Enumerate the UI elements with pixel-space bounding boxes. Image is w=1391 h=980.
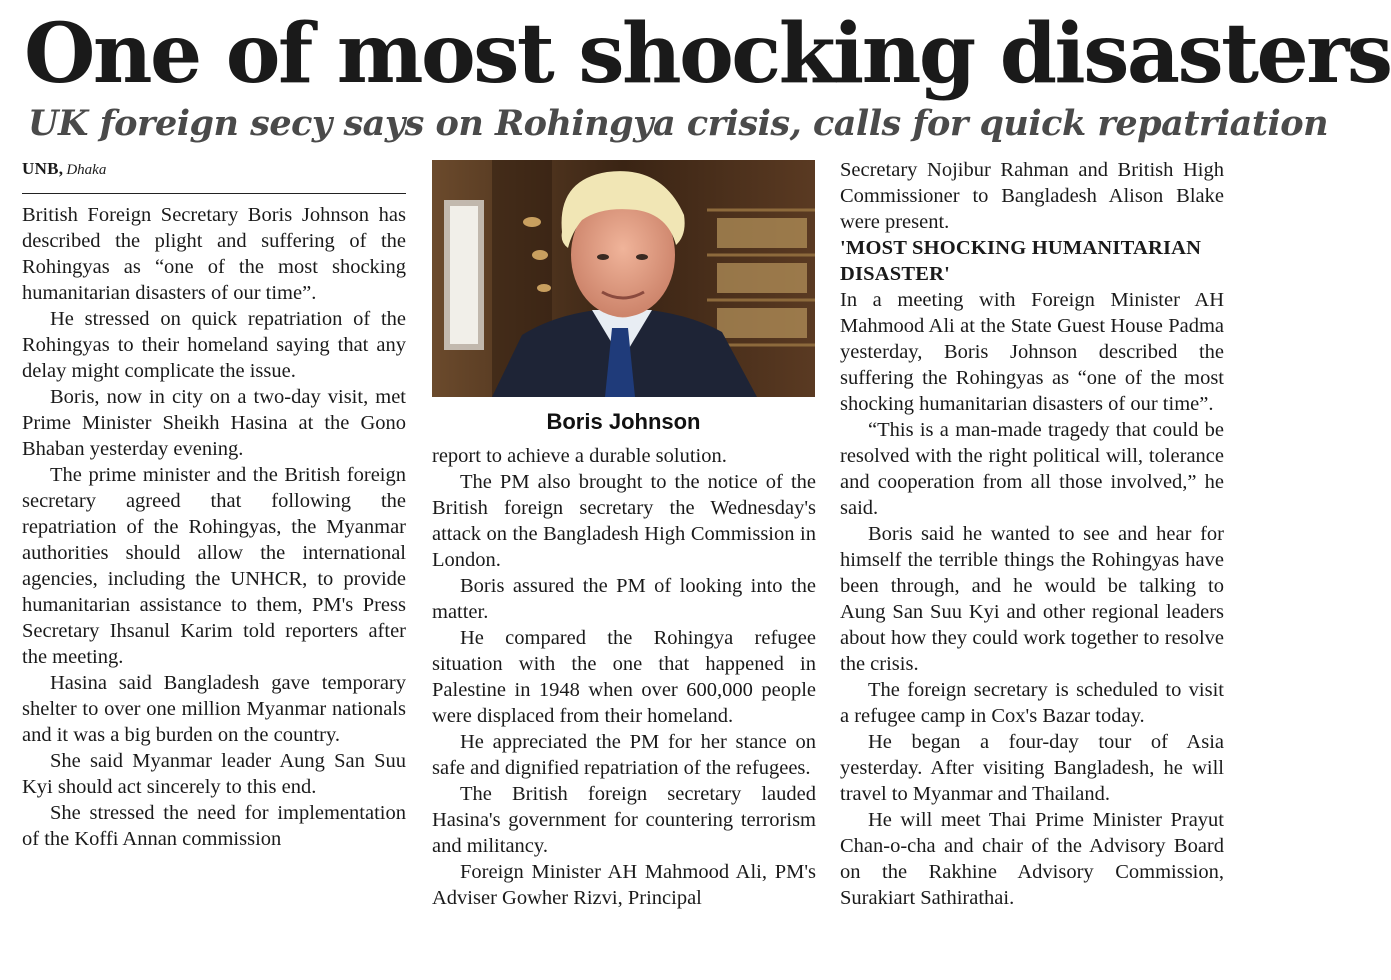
portrait-illustration xyxy=(432,160,815,397)
paragraph: In a meeting with Foreign Minister AH Mahmood Ali at the State Guest House Padma yesterday, Boris Johnson described the suffering the Rohingyas as “one of the most shocking humanitarian disasters of our time”. xyxy=(840,289,1224,415)
paragraph: Foreign Minister AH Mahmood Ali, PM's Adviser Gowher Rizvi, Principal xyxy=(432,861,816,909)
byline xyxy=(22,159,406,194)
paragraph: He compared the Rohingya refugee situation with the one that happened in Palestine in 1948 when over 600,000 people were displaced from their homeland. xyxy=(432,627,816,727)
byline-agency: UNB, xyxy=(22,159,64,178)
byline-dateline: Dhaka xyxy=(66,162,107,178)
paragraph: Secretary Nojibur Rahman and British High Commissioner to Bangladesh Alison Blake were present. xyxy=(840,159,1224,233)
subheadline: UK foreign secy says on Rohingya crisis, calls for quick repatriation xyxy=(28,103,1329,144)
paragraph: He will meet Thai Prime Minister Prayut Chan-o-cha and chair of the Advisory Board on the Rakhine Advisory Commission, Surakiart Sathirathai. xyxy=(840,809,1224,909)
paragraph: Boris, now in city on a two-day visit, met Prime Minister Sheikh Hasina at the Gono Bhaban yesterday evening. xyxy=(22,386,406,460)
photo-caption: Boris Johnson xyxy=(546,409,701,434)
crosshead: 'MOST SHOCKING HUMANITARIAN DISASTER' xyxy=(840,237,1202,285)
paragraph: The prime minister and the British foreign secretary agreed that following the repatriation of the Rohingyas, the Myanmar authorities should allow the international agencies, including the UNHCR, to provide humanitarian assistance to them, PM's Press Secretary Ihsanul Karim told reporters after the meeting. xyxy=(22,464,406,668)
paragraph: He stressed on quick repatriation of the Rohingyas to their homeland saying that any delay might complicate the issue. xyxy=(22,308,406,382)
article-column-2 xyxy=(432,443,816,911)
headline: One of most shocking disasters xyxy=(24,6,1391,102)
photo-boris-johnson xyxy=(432,160,815,397)
paragraph: She said Myanmar leader Aung San Suu Kyi should act sincerely to this end. xyxy=(22,750,406,798)
paragraph: report to achieve a durable solution. xyxy=(432,445,727,467)
article-column-1 xyxy=(22,202,406,852)
paragraph: Boris said he wanted to see and hear for himself the terrible things the Rohingyas have been through, and he would be talking to Aung San Suu Kyi and other regional leaders about how they could work together to resolve the crisis. xyxy=(840,523,1224,675)
paragraph: The British foreign secretary lauded Hasina's government for countering terrorism and militancy. xyxy=(432,783,816,857)
paragraph: The foreign secretary is scheduled to visit a refugee camp in Cox's Bazar today. xyxy=(840,679,1224,727)
paragraph: Hasina said Bangladesh gave temporary shelter to over one million Myanmar nationals and it was a big burden on the country. xyxy=(22,672,406,746)
article-column-3 xyxy=(840,157,1224,911)
paragraph: He began a four-day tour of Asia yesterday. After visiting Bangladesh, he will travel to Myanmar and Thailand. xyxy=(840,731,1224,805)
paragraph: He appreciated the PM for her stance on safe and dignified repatriation of the refugees. xyxy=(432,731,816,779)
paragraph: Boris assured the PM of looking into the matter. xyxy=(432,575,816,623)
paragraph: “This is a man-made tragedy that could be resolved with the right political will, tolerance and cooperation from all those involved,” he said. xyxy=(840,419,1224,519)
paragraph: She stressed the need for implementation of the Koffi Annan commission xyxy=(22,802,406,850)
paragraph: The PM also brought to the notice of the British foreign secretary the Wednesday's attack on the Bangladesh High Commission in London. xyxy=(432,471,816,571)
paragraph: British Foreign Secretary Boris Johnson has described the plight and suffering of the Rohingyas as “one of the most shocking humanitarian disasters of our time”. xyxy=(22,204,406,304)
